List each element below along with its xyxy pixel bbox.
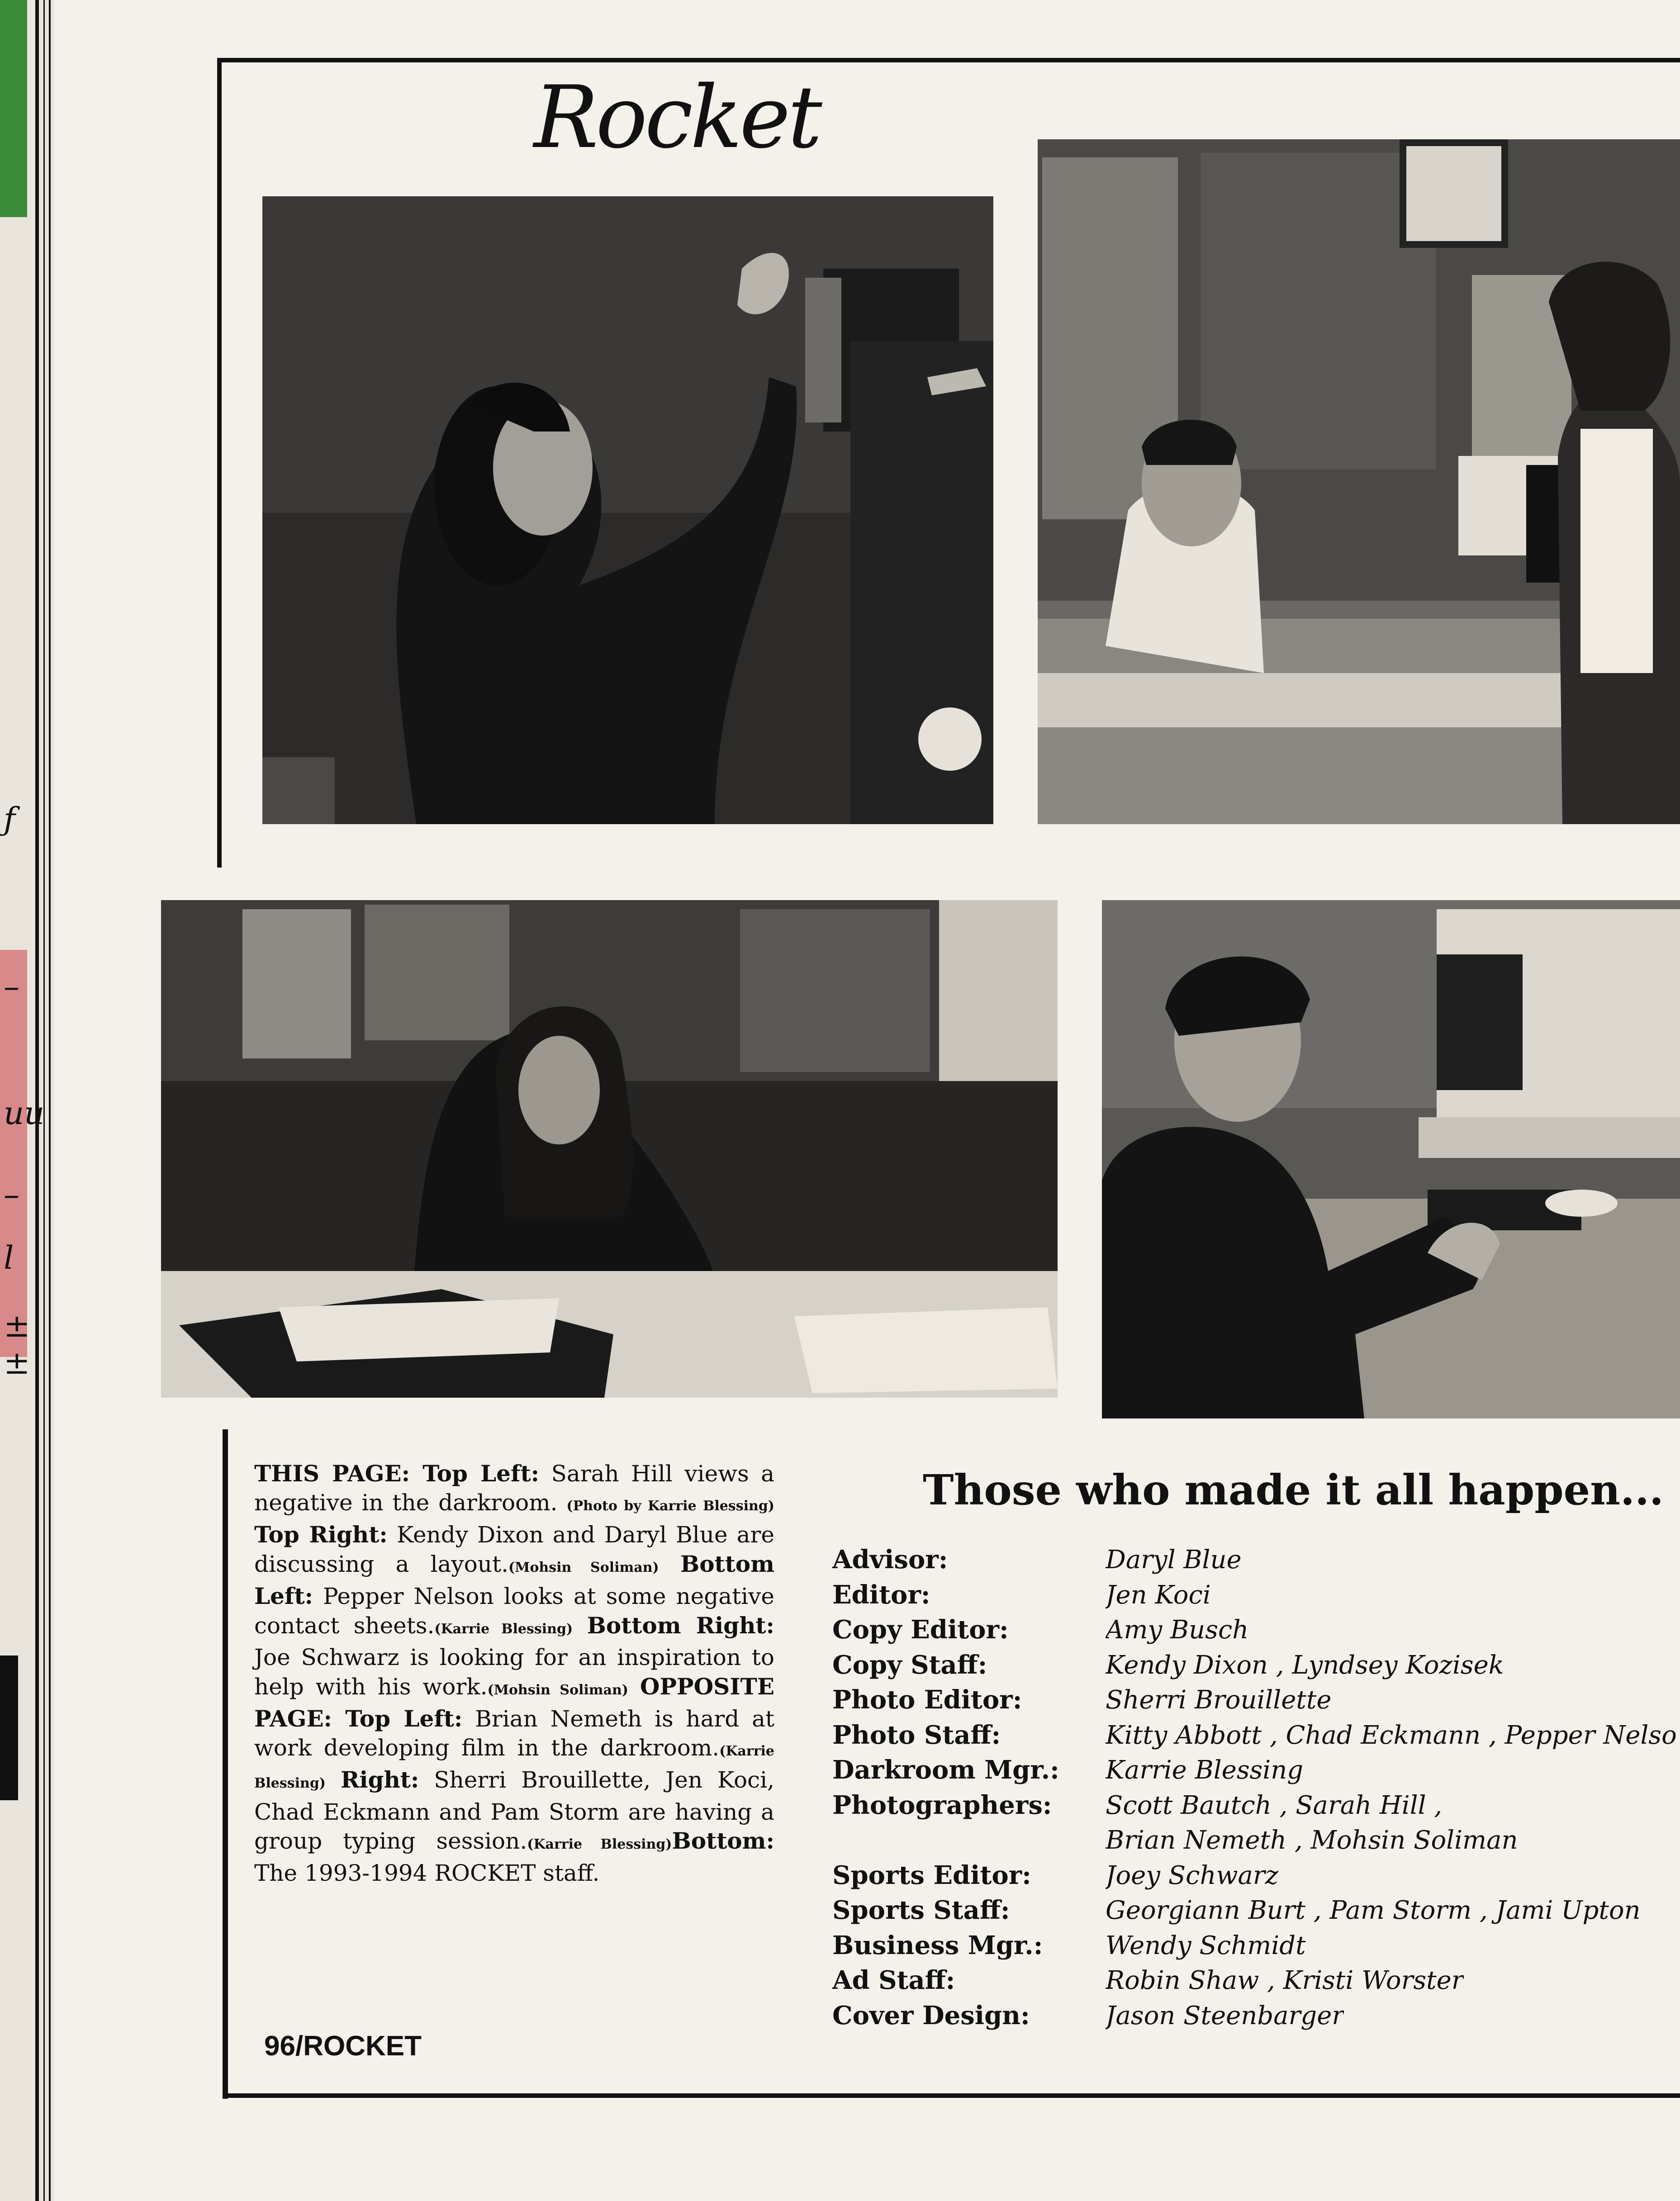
caption-credit: (Photo by Karrie Blessing) (566, 1498, 774, 1514)
staff-names: Joey Schwarz (1106, 1860, 1279, 1890)
staff-row (832, 1578, 1680, 1613)
staff-role: Cover Design: (832, 2000, 1030, 2030)
frame-left-rule (217, 58, 222, 868)
caption-credit: (Mohsin Soliman) (508, 1559, 659, 1575)
staff-row (832, 1753, 1680, 1788)
caption-text: Pepper Nelson looks at some negative contact sheets. (254, 1583, 774, 1639)
binding-scrawl: ƒ (4, 801, 15, 838)
staff-row (832, 1613, 1680, 1648)
photo-top-left (262, 196, 993, 824)
staff-names: Scott Bautch , Sarah Hill , (1106, 1790, 1443, 1820)
staff-names: Jen Koci (1106, 1580, 1211, 1610)
caption-label: OPPOSITE PAGE: Top Left: (254, 1673, 774, 1732)
caption-text: The 1993-1994 ROCKET staff. (254, 1859, 600, 1886)
staff-role: Sports Staff: (832, 1895, 1010, 1925)
binding-scrawl: uu (4, 1095, 45, 1132)
staff-heading: Those who made it all happen... (923, 1466, 1664, 1514)
staff-row (832, 1683, 1680, 1718)
binding-scrawl: – (4, 968, 19, 1005)
staff-row (832, 1788, 1680, 1823)
staff-row (832, 1858, 1680, 1893)
photo-top-right-image (1038, 139, 1680, 824)
photo-top-left-image (262, 196, 993, 824)
binding-scrawl: ±± (4, 1307, 30, 1381)
staff-list (832, 1542, 1680, 2033)
green-tab (0, 0, 27, 217)
staff-names: Sherri Brouillette (1106, 1685, 1332, 1715)
photo-bottom-left-image (161, 900, 1058, 1398)
black-tab (0, 1655, 18, 1800)
staff-role: Business Mgr.: (832, 1930, 1043, 1960)
caption-label: Top Right: (254, 1521, 388, 1548)
staff-row (832, 1963, 1680, 1998)
staff-names: Wendy Schmidt (1106, 1931, 1306, 1960)
staff-row (832, 1542, 1680, 1578)
staff-row (832, 1998, 1680, 2034)
staff-row (832, 1928, 1680, 1964)
binding-scrawl: l (4, 1239, 14, 1276)
staff-names: Kendy Dixon , Lyndsey Kozisek (1106, 1650, 1504, 1680)
staff-role: Ad Staff: (832, 1965, 955, 1995)
staff-row (832, 1718, 1680, 1753)
staff-role: Darkroom Mgr.: (832, 1755, 1059, 1785)
caption-text: Joe Schwarz is looking for an inspiration to help with his work. (254, 1644, 774, 1700)
binding-scrawl: – (4, 1176, 19, 1213)
caption-credit: (Karrie Blessing) (527, 1836, 672, 1852)
staff-row (832, 1823, 1680, 1858)
caption-text: Sarah Hill views a negative in the darkroom. (254, 1461, 774, 1516)
photo-top-right (1038, 139, 1680, 824)
staff-names: Amy Busch (1106, 1615, 1249, 1645)
pink-tab (0, 950, 27, 1357)
photo-bottom-right (1102, 900, 1680, 1418)
photo-bottom-left (161, 900, 1058, 1398)
caption-label: Right: (340, 1766, 419, 1793)
staff-names: Robin Shaw , Kristi Worster (1106, 1966, 1464, 1995)
staff-role: Copy Editor: (832, 1615, 1009, 1645)
caption-text: Kendy Dixon and Daryl Blue are discussing a layout. (254, 1522, 774, 1577)
caption-credit: (Karrie Blessing) (254, 1743, 774, 1791)
caption-label: THIS PAGE: Top Left: (254, 1460, 540, 1487)
staff-role: Editor: (832, 1580, 930, 1610)
caption-label: Bottom: (672, 1827, 774, 1854)
staff-role: Photographers: (832, 1790, 1052, 1820)
photo-bottom-right-image (1102, 900, 1680, 1418)
page-title: Rocket (534, 67, 820, 167)
staff-role: Copy Staff: (832, 1650, 987, 1680)
staff-role: Advisor: (832, 1545, 948, 1575)
caption-credit: (Karrie Blessing) (434, 1621, 573, 1637)
caption-label: Bottom Right: (587, 1612, 774, 1639)
staff-names: Georgiann Burt , Pam Storm , Jami Upton (1106, 1896, 1641, 1925)
staff-names: Jason Steenbarger (1106, 2001, 1344, 2030)
staff-role: Sports Editor: (832, 1860, 1031, 1890)
caption-label: Bottom Left: (254, 1550, 774, 1609)
caption-credit: (Mohsin Soliman) (487, 1682, 628, 1698)
frame-lower-left-rule (223, 1429, 228, 2099)
staff-names: Kitty Abbott , Chad Eckmann , Pepper Nelso (1106, 1720, 1677, 1750)
staff-row (832, 1648, 1680, 1683)
staff-names: Brian Nemeth , Mohsin Soliman (1106, 1826, 1518, 1855)
staff-role: Photo Editor: (832, 1685, 1022, 1715)
staff-names: Karrie Blessing (1106, 1755, 1304, 1785)
caption-text: Sherri Brouillette, Jen Koci, Chad Eckmann and Pam Storm are having a group typing session. (254, 1767, 774, 1854)
staff-role (832, 1823, 1106, 1858)
staff-role: Photo Staff: (832, 1720, 1001, 1750)
frame-bottom-rule (223, 2093, 1680, 2098)
frame-top-rule (217, 58, 1680, 62)
photo-caption (254, 1459, 774, 1888)
page-binding (0, 0, 54, 2201)
staff-names: Daryl Blue (1106, 1545, 1242, 1575)
staff-row (832, 1893, 1680, 1928)
caption-text: Brian Nemeth is hard at work developing film in the darkroom. (254, 1706, 774, 1761)
page-folio: 96/ROCKET (264, 2030, 422, 2062)
